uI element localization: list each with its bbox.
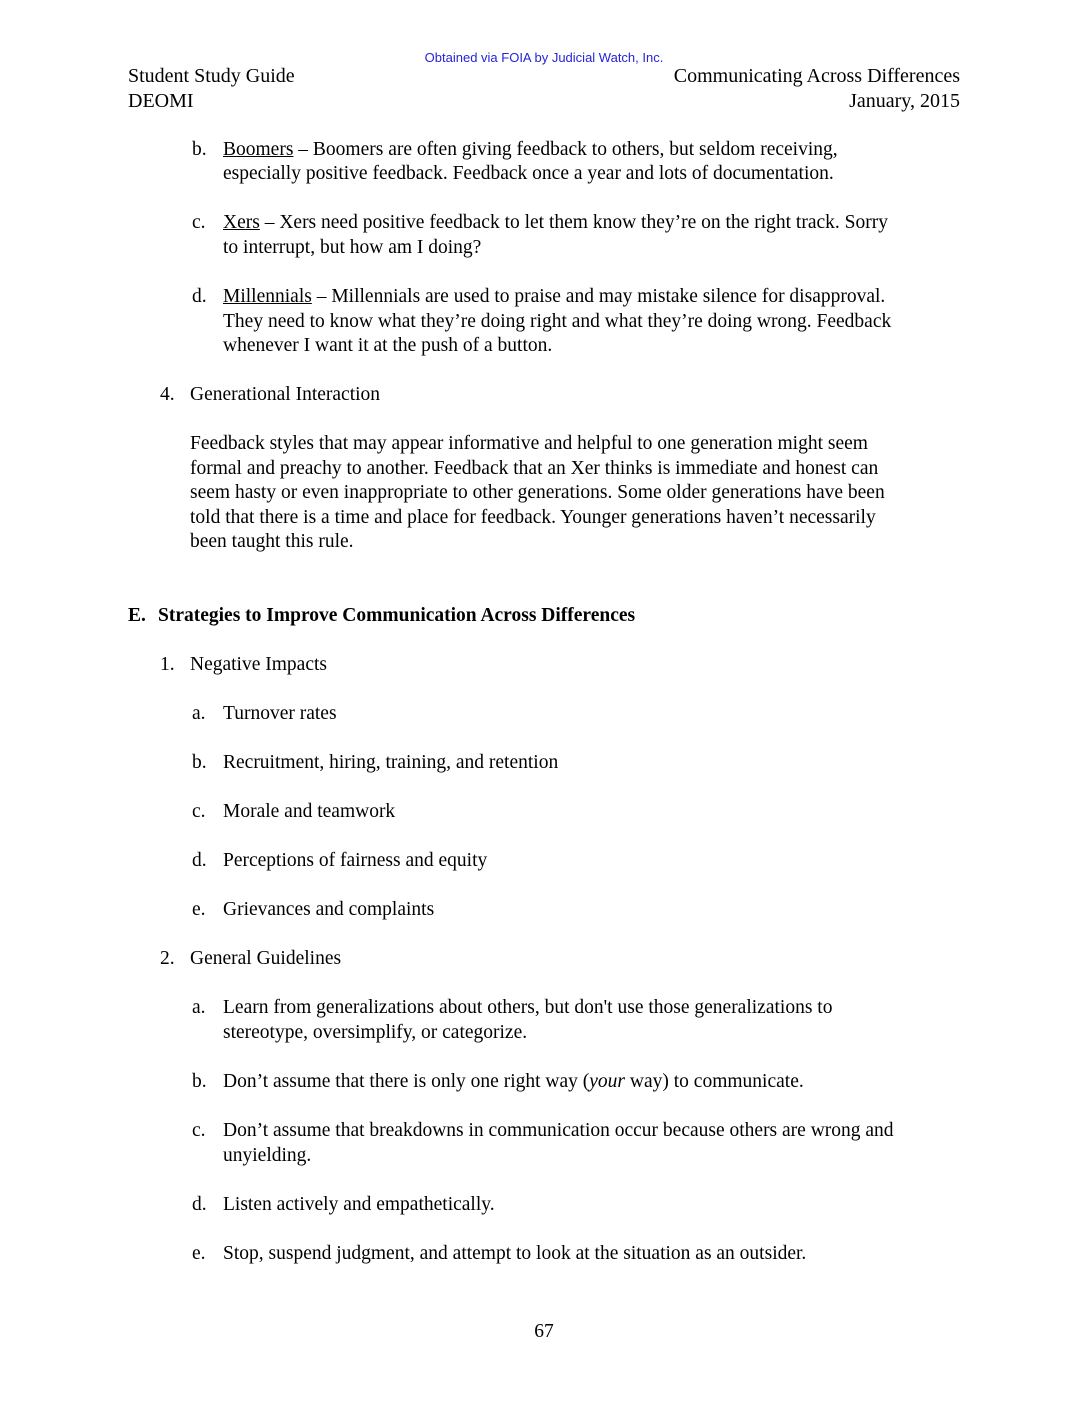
header-right-title: Communicating Across Differences [673,65,960,87]
list-item-line: Don’t assume that there is only one right way (your way) to communicate. [223,1071,804,1092]
list-item: Morale and teamwork [223,801,396,822]
paragraph-line: seem hasty or even inappropriate to other generations. Some older generations have been [190,482,885,503]
item-text-line: whenever I want it at the push of a button. [223,335,553,356]
section-marker: E. [128,605,146,626]
list-item-line: Don’t assume that breakdowns in communication occur because others are wrong and [223,1120,894,1141]
header-right-date: January, 2015 [849,90,960,112]
item-marker: e. [192,899,206,920]
item-marker: b. [192,139,207,160]
paragraph-line: Feedback styles that may appear informative and helpful to one generation might seem [190,433,868,454]
paragraph-line: formal and preachy to another. Feedback that an Xer thinks is immediate and honest can [190,458,879,479]
list-item: Grievances and complaints [223,899,435,920]
list-item: Perceptions of fairness and equity [223,850,488,871]
list-item-line: unyielding. [223,1145,312,1166]
header-left-title: Student Study Guide [128,65,295,87]
subsection-marker: 2. [160,948,175,969]
list-item-line: stereotype, oversimplify, or categorize. [223,1022,528,1043]
item-marker: e. [192,1243,206,1264]
subsection-title: General Guidelines [190,948,342,969]
item-marker: c. [192,1120,206,1141]
item-marker: a. [192,703,206,724]
header-left-org: DEOMI [128,90,194,112]
list-item: Recruitment, hiring, training, and retention [223,752,559,773]
section-title: Generational Interaction [190,384,381,405]
page-number: 67 [534,1321,554,1342]
foia-watermark: Obtained via FOIA by Judicial Watch, Inc. [424,50,664,65]
term-millennials: Millennials [223,286,312,307]
subsection-marker: 1. [160,654,175,675]
list-item-line: Stop, suspend judgment, and attempt to look at the situation as an outsider. [223,1243,807,1264]
subsection-title: Negative Impacts [190,654,327,675]
item-marker: c. [192,212,206,233]
item-marker: d. [192,850,207,871]
paragraph-line: told that there is a time and place for feedback. Younger generations haven’t necessarily [190,507,876,528]
item-text-line: Boomers – Boomers are often giving feedback to others, but seldom receiving, [223,139,838,160]
list-item-line: Learn from generalizations about others, but don't use those generalizations to [223,997,833,1018]
item-marker: d. [192,1194,207,1215]
item-text-line: Millennials – Millennials are used to praise and may mistake silence for disapproval. [223,286,886,307]
item-text-line: to interrupt, but how am I doing? [223,237,482,258]
item-marker: b. [192,752,207,773]
section-title: Strategies to Improve Communication Across Differences [158,605,636,626]
item-text-line: especially positive feedback. Feedback once a year and lots of documentation. [223,163,834,184]
item-marker: b. [192,1071,207,1092]
paragraph-line: been taught this rule. [190,531,354,552]
item-text-line: They need to know what they’re doing right and what they’re doing wrong. Feedback [223,311,892,332]
term-xers: Xers [223,212,260,233]
item-marker: c. [192,801,206,822]
item-text-line: Xers – Xers need positive feedback to let them know they’re on the right track. Sorry [223,212,888,233]
item-marker: d. [192,286,207,307]
section-marker: 4. [160,384,175,405]
emphasis-your: your [589,1071,626,1092]
list-item-line: Listen actively and empathetically. [223,1194,495,1215]
list-item: Turnover rates [223,703,337,724]
item-marker: a. [192,997,206,1018]
term-boomers: Boomers [223,139,294,160]
